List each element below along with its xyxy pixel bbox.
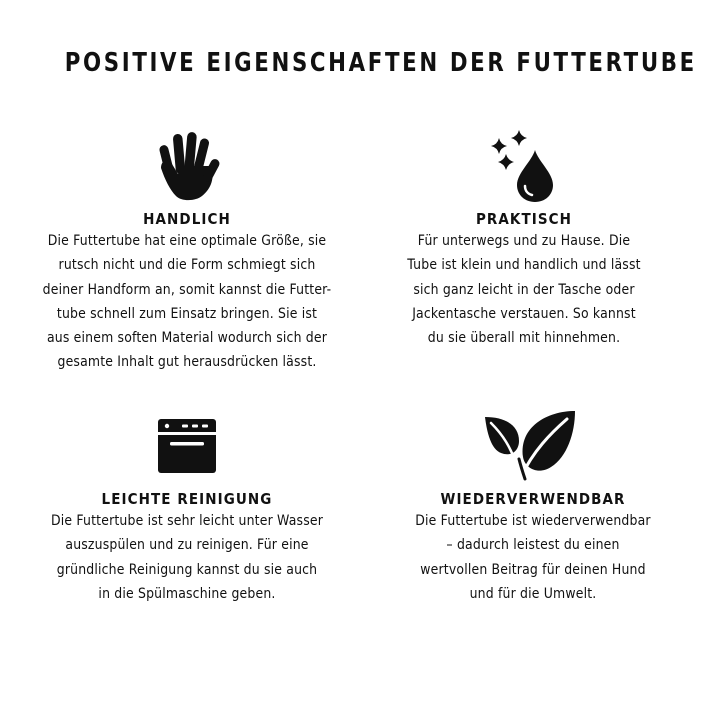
desc-line: gesamte Inhalt gut herausdrücken lässt. [57,354,317,371]
feature-praktisch [354,126,694,350]
feature-handlich [17,126,357,375]
desc-line: du sie überall mit hinnehmen. [427,330,621,347]
feature-leichte-reinigung [17,406,357,606]
desc-line: tube schnell zum Einsatz bringen. Sie ist [56,305,318,322]
desc-line: Die Futtertube ist wiederverwendbar [415,513,651,529]
feature-heading: PRAKTISCH [475,210,573,228]
desc-line: – dadurch leistest du einen [446,537,620,554]
desc-line: Die Futtertube hat eine optimale Größe, sie [47,233,327,249]
desc-line: wertvollen Beitrag für deinen Hund [420,561,646,578]
desc-line: Tube ist klein und handlich und lässt [407,257,641,274]
feature-description [41,229,333,375]
page-title: POSITIVE EIGENSCHAFTEN DER FUTTERTUBE [64,48,697,78]
desc-line: in die Spülmaschine geben. [98,585,276,602]
feature-heading: HANDLICH [143,210,231,228]
feature-wiederverwendbar [363,406,703,606]
desc-line: Für unterwegs und zu Hause. Die [417,233,631,249]
desc-line: rutsch nicht und die Form schmiegt sich [58,257,316,274]
desc-line: sich ganz leicht in der Tasche oder [413,281,635,298]
feature-description [387,509,679,606]
desc-line: gründliche Reinigung kannst du sie auch [56,561,318,578]
hand-icon [17,126,357,206]
dishwasher-icon [17,406,357,486]
desc-line: und für die Umwelt. [469,585,597,602]
desc-line: deiner Handform an, somit kannst die Futter- [42,281,332,298]
feature-description [378,229,670,350]
sparkle-drop-icon [354,126,694,206]
feature-heading: WIEDERVERWENDBAR [440,490,626,508]
feature-description [41,509,333,606]
desc-line: auszuspülen und zu reinigen. Für eine [65,537,309,554]
desc-line: aus einem soften Material wodurch sich der [46,330,328,347]
desc-line: Die Futtertube ist sehr leicht unter Wasser [50,513,324,529]
desc-line: Jackentasche verstauen. So kannst [412,305,636,322]
feature-heading: LEICHTE REINIGUNG [101,490,273,508]
leaves-icon [363,406,703,486]
